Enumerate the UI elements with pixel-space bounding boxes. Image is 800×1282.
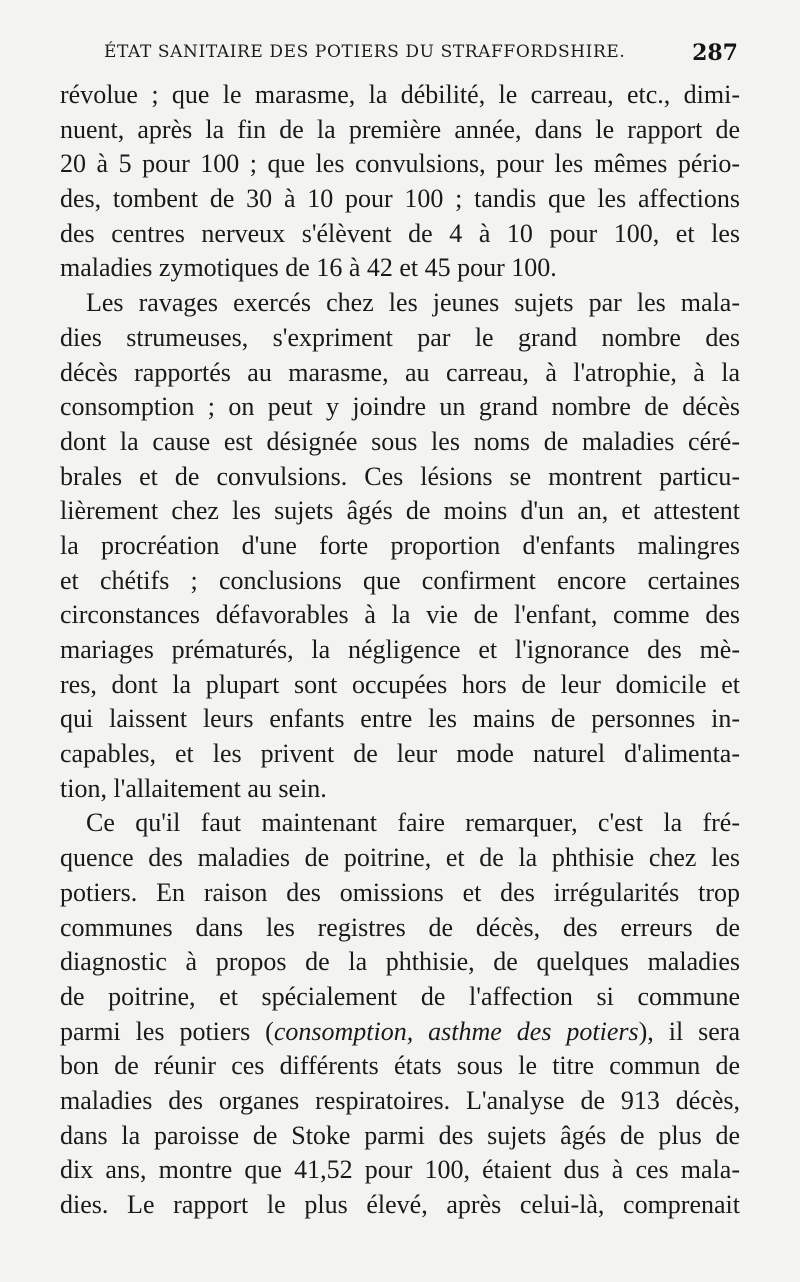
text-line: Les ravages exercés chez les jeunes sujets par les mala-	[86, 288, 740, 318]
text-line-with-italic	[60, 1015, 740, 1050]
text-line: maladies zymotiques de 16 à 42 et 45 pour 100.	[60, 253, 557, 283]
text-line: maladies des organes respiratoires. L'analyse de 913 décès,	[60, 1085, 740, 1115]
text-line: brales et de convulsions. Ces lésions se montrent particu-	[60, 461, 740, 491]
text-line: dies. Le rapport le plus élevé, après celui-là, comprenait	[60, 1190, 740, 1219]
paragraph-3	[60, 806, 740, 1222]
text-line: communes dans les registres de décès, des erreurs de	[60, 912, 740, 942]
paragraph-1	[60, 78, 740, 286]
text-line: des, tombent de 30 à 10 pour 100 ; tandis que les affections	[60, 184, 740, 214]
text-line: des centres nerveux s'élèvent de 4 à 10 pour 100, et les	[60, 218, 740, 248]
text-line: capables, et les privent de leur mode naturel d'alimenta-	[60, 739, 740, 769]
running-title: ÉTAT SANITAIRE DES POTIERS DU STRAFFORDSHIRE.	[104, 42, 626, 62]
text-line: dans la paroisse de Stoke parmi des sujets âgés de plus de	[60, 1120, 740, 1150]
text-line: Ce qu'il faut maintenant faire remarquer, c'est la fré-	[86, 808, 740, 838]
text-line: consomption ; on peut y joindre un grand nombre de décès	[60, 392, 740, 422]
text-line: 20 à 5 pour 100 ; que les convulsions, pour les mêmes pério-	[60, 149, 740, 179]
body-text	[60, 78, 740, 1223]
page-number: 287	[692, 40, 738, 66]
paragraph-2	[60, 286, 740, 806]
text-line: qui laissent leurs enfants entre les mains de personnes in-	[60, 704, 740, 734]
text-line: potiers. En raison des omissions et des irrégularités trop	[60, 877, 740, 907]
text-line: mariages prématurés, la négligence et l'ignorance des mè-	[60, 635, 740, 664]
text-line: bon de réunir ces différents états sous le titre commun de	[60, 1051, 740, 1081]
text-segment: ), il sera	[638, 1016, 740, 1046]
italic-phrase: consomption, asthme des potiers	[273, 1016, 639, 1046]
text-line: res, dont la plupart sont occupées hors de leur domicile et	[60, 669, 740, 699]
text-line: nuent, après la fin de la première année, dans le rapport de	[60, 114, 740, 144]
page-header	[60, 40, 740, 74]
text-line: dont la cause est désignée sous les noms de maladies céré-	[60, 426, 740, 456]
text-line: quence des maladies de poitrine, et de la phthisie chez les	[60, 843, 740, 873]
text-line: diagnostic à propos de la phthisie, de quelques maladies	[60, 947, 740, 977]
text-line: circonstances défavorables à la vie de l'enfant, comme des	[60, 600, 740, 630]
text-line: révolue ; que le marasme, la débilité, le carreau, etc., dimi-	[60, 80, 740, 109]
text-segment: parmi les potiers (	[60, 1016, 274, 1046]
text-line: dies strumeuses, s'expriment par le grand nombre des	[60, 322, 740, 352]
text-line: et chétifs ; conclusions que confirment encore certaines	[60, 565, 740, 595]
text-line: dix ans, montre que 41,52 pour 100, étaient dus à ces mala-	[60, 1155, 740, 1185]
text-line: de poitrine, et spécialement de l'affection si commune	[60, 981, 740, 1011]
text-line: tion, l'allaitement au sein.	[60, 773, 327, 803]
text-line: lièrement chez les sujets âgés de moins d'un an, et attestent	[60, 496, 740, 526]
text-line: décès rapportés au marasme, au carreau, à l'atrophie, à la	[60, 357, 740, 387]
text-line: la procréation d'une forte proportion d'enfants malingres	[60, 530, 740, 560]
